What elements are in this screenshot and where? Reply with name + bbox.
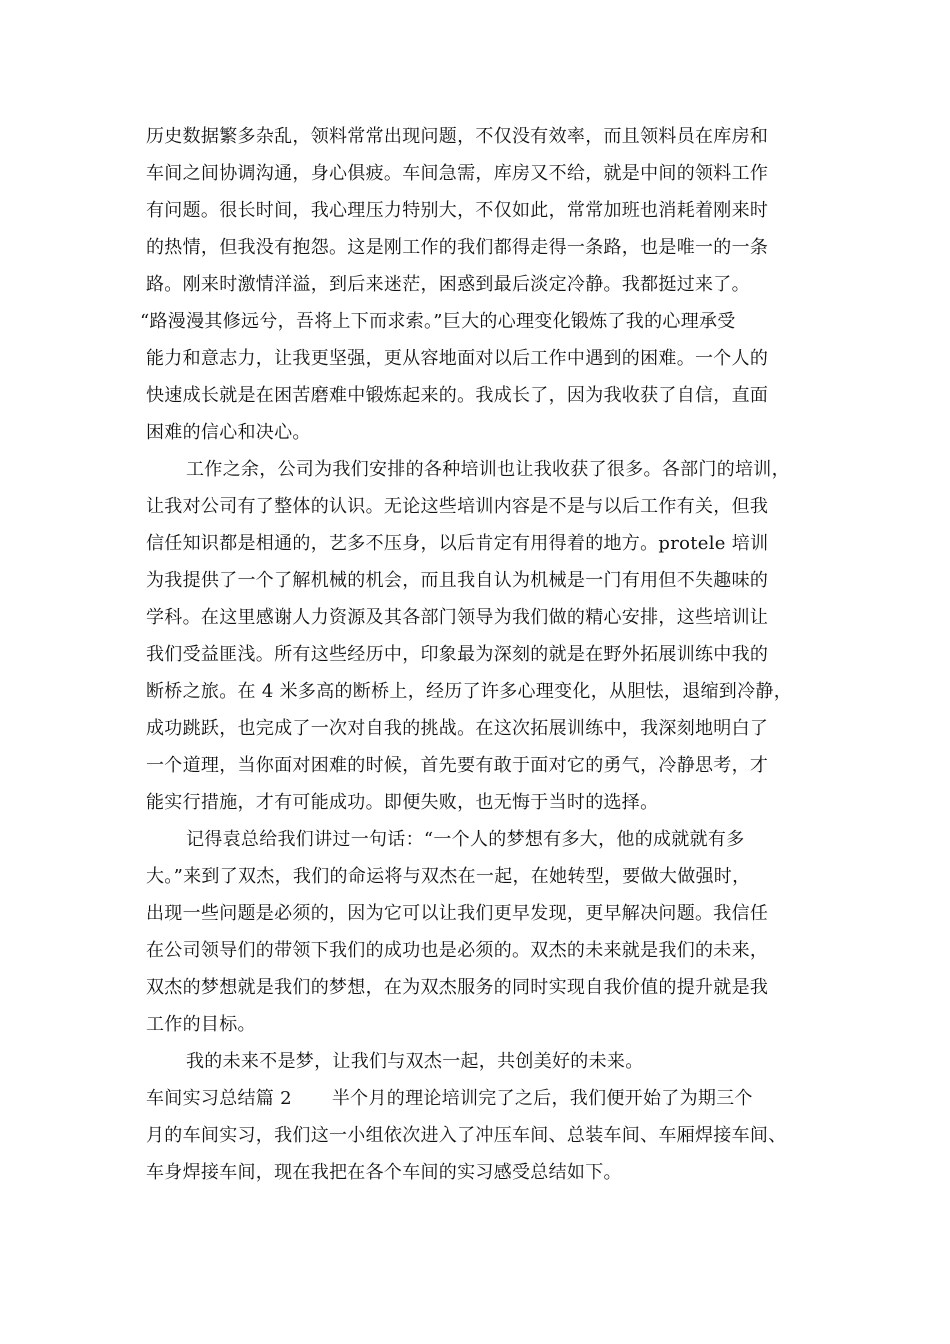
text-line: 记得袁总给我们讲过一句话：“一个人的梦想有多大，他的成就就有多 (186, 829, 745, 850)
text-line: 信任知识都是相通的，艺多不压身，以后肯定有用得着的地方。protele 培训 (146, 533, 769, 554)
text-line: 我的未来不是梦，让我们与双杰一起，共创美好的未来。 (186, 1051, 644, 1072)
text-line: 一个道理，当你面对困难的时候，首先要有敢于面对它的勇气，冷静思考，才 (146, 755, 769, 776)
text-line: 我们受益匪浅。所有这些经历中，印象最为深刻的就是在野外拓展训练中我的 (146, 644, 769, 665)
section-heading-line (146, 1080, 826, 1117)
text-line: 能力和意志力，让我更坚强，更从容地面对以后工作中遇到的困难。一个人的 (146, 348, 769, 369)
text-line: 双杰的梦想就是我们的梦想，在为双杰服务的同时实现自我价值的提升就是我 (146, 977, 769, 998)
text-line: 在公司领导们的带领下我们的成功也是必须的。双杰的未来就是我们的未来， (146, 940, 769, 961)
text-line: 路。刚来时激情洋溢，到后来迷茫，困惑到最后淡定冷静。我都挺过来了。 (146, 274, 750, 295)
section-title: 车间实习总结篇 2 (146, 1088, 292, 1109)
text-line: 有问题。很长时间，我心理压力特别大，不仅如此，常常加班也消耗着刚来时 (146, 200, 769, 221)
document-body (140, 118, 826, 1191)
text-line: 出现一些问题是必须的，因为它可以让我们更早发现，更早解决问题。我信任 (146, 903, 769, 924)
text-line: 的热情，但我没有抱怨。这是刚工作的我们都得走得一条路，也是唯一的一条 (146, 237, 769, 258)
text-line: 历史数据繁多杂乱，领料常常出现问题，不仅没有效率，而且领料员在库房和 (146, 126, 769, 147)
paragraph-4 (146, 1043, 826, 1080)
text-line: “路漫漫其修远兮，吾将上下而求索。”巨大的心理变化锻炼了我的心理承受 (140, 311, 736, 332)
text-line: 快速成长就是在困苦磨难中锻炼起来的。我成长了，因为我收获了自信，直面 (146, 385, 769, 406)
text-line: 让我对公司有了整体的认识。无论这些培训内容是不是与以后工作有关，但我 (146, 496, 769, 517)
paragraph-3 (146, 821, 826, 1043)
text-line: 为我提供了一个了解机械的机会，而且我自认为机械是一门有用但不失趣味的 (146, 570, 769, 591)
text-line: 月的车间实习，我们这一小组依次进入了冲压车间、总装车间、车厢焊接车间、 (146, 1125, 787, 1146)
text-line: 成功跳跃，也完成了一次对自我的挑战。在这次拓展训练中，我深刻地明白了 (146, 718, 769, 739)
paragraph-2 (146, 451, 826, 821)
text-line: 断桥之旅。在 4 米多高的断桥上，经历了许多心理变化，从胆怯，退缩到冷静， (146, 681, 792, 702)
text-line: 困难的信心和决心。 (146, 422, 311, 443)
paragraph-1 (140, 118, 826, 451)
text-line: 车间之间协调沟通，身心俱疲。车间急需，库房又不给，就是中间的领料工作 (146, 163, 769, 184)
section-first-line: 半个月的理论培训完了之后，我们便开始了为期三个 (331, 1088, 753, 1109)
text-line: 大。”来到了双杰，我们的命运将与双杰在一起，在她转型，要做大做强时， (146, 866, 751, 887)
text-line: 车身焊接车间，现在我把在各个车间的实习感受总结如下。 (146, 1162, 622, 1183)
text-line: 学科。在这里感谢人力资源及其各部门领导为我们做的精心安排，这些培训让 (146, 607, 769, 628)
text-line: 工作之余，公司为我们安排的各种培训也让我收获了很多。各部门的培训， (186, 459, 790, 480)
section-2 (146, 1080, 826, 1191)
text-line: 能实行措施，才有可能成功。即便失败，也无悔于当时的选择。 (146, 792, 659, 813)
text-line: 工作的目标。 (146, 1014, 256, 1035)
